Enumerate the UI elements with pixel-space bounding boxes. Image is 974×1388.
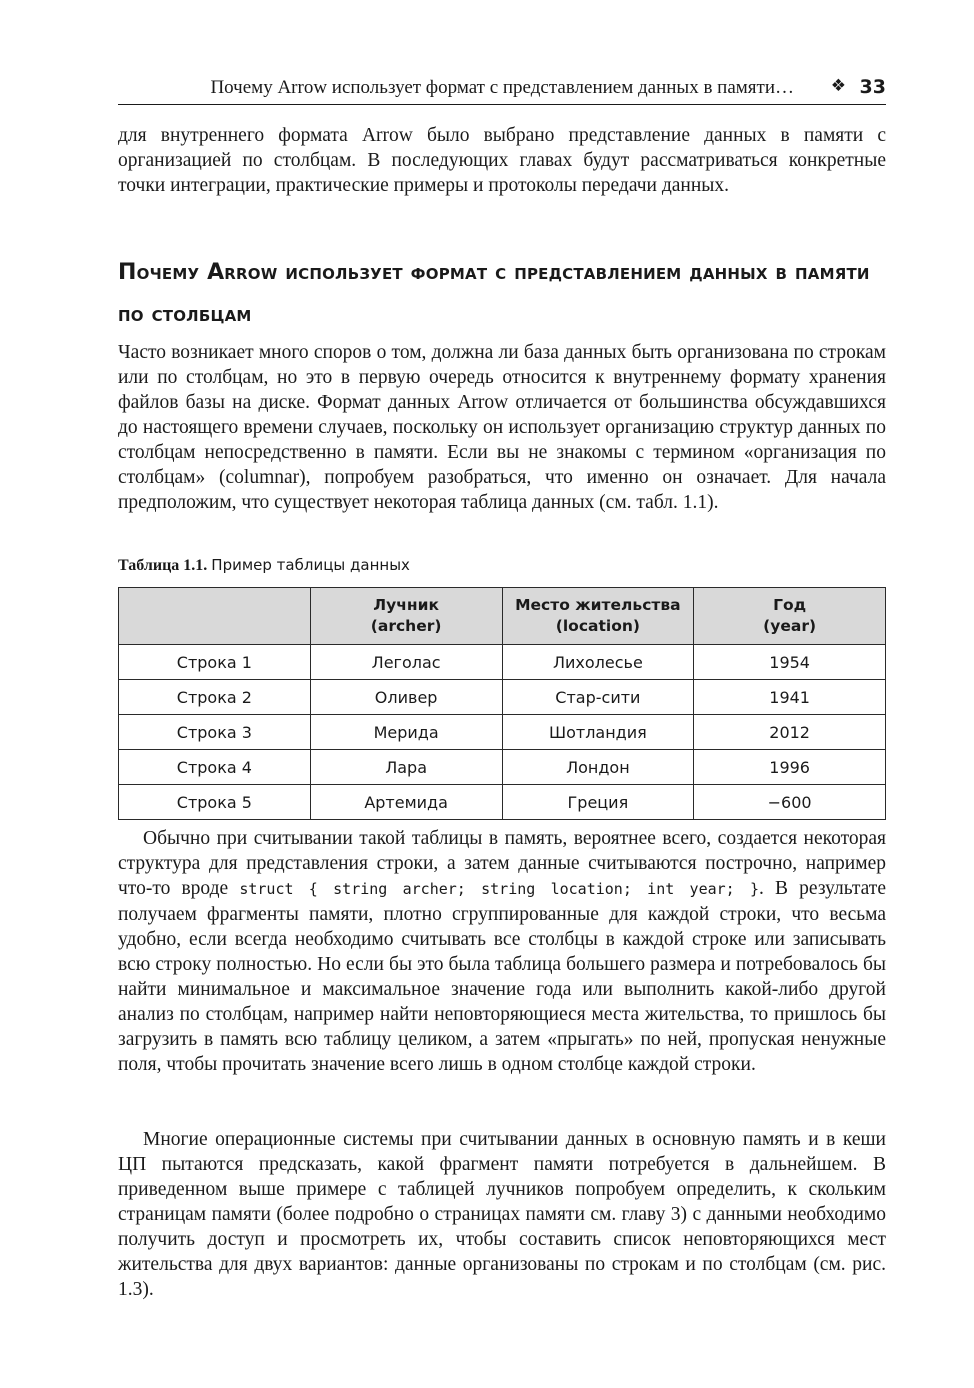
example-data-table (118, 587, 886, 820)
table-row (119, 750, 886, 785)
table-row (119, 645, 886, 680)
table-caption-text: Пример таблицы данных (211, 556, 410, 574)
table-cell: 1996 (694, 750, 886, 785)
header-cell-location: Место жительства (location) (502, 588, 694, 645)
table-header-row (119, 588, 886, 645)
table-cell: 1941 (694, 680, 886, 715)
intro-paragraph: для внутреннего формата Arrow было выбрано представление данных в памяти с организацией по столбцам. В последующих главах будут рассматриваться конкретные точки интеграции, практические примеры и протоколы передачи данных. (118, 125, 886, 196)
table-cell: Мерида (310, 715, 502, 750)
table-cell: Строка 1 (119, 645, 311, 680)
body-paragraph-3: Многие операционные системы при считывании данных в основную память и в кеши ЦП пытаются предсказать, какой фрагмент памяти потребуется в дальнейшем. В приведенном выше примере с таблицей лучников попробуем определить, к скольким страницам памяти (более подробно о страницах памяти см. главу 3) с данными необходимо получить доступ и просмотреть их, чтобы составить список неповторяющихся мест жительства для двух вариантов: данные организованы по строкам и по столбцам (см. рис. 1.3). (118, 1129, 886, 1300)
table-cell: Лихолесье (502, 645, 694, 680)
table-cell: −600 (694, 785, 886, 820)
table-cell: 1954 (694, 645, 886, 680)
table-caption-label: Таблица 1.1. (118, 557, 208, 574)
table-caption (118, 556, 886, 575)
table-row (119, 680, 886, 715)
table-cell: Стар-сити (502, 680, 694, 715)
running-header (118, 74, 886, 105)
table-cell: Артемида (310, 785, 502, 820)
header-cell-archer: Лучник (archer) (310, 588, 502, 645)
table-row (119, 715, 886, 750)
table-cell: Оливер (310, 680, 502, 715)
table-cell: Лондон (502, 750, 694, 785)
header-cell-year: Год (year) (694, 588, 886, 645)
running-header-title: Почему Arrow использует формат с представлением данных в памяти… (210, 77, 794, 98)
paragraph-2-text-end: . В результате получаем фрагменты памяти, плотно сгруппированные для каждой строки, что весьма удобно, если всегда необходимо считывать все столбцы в каждой строке или записывать всю строку полностью. Но если бы это была таблица большего размера и потребовалось бы найти минимальное и максимальное значение года или выполнить какой-либо другой анализ по столбцам, например найти неповторяющиеся места жительства, то пришлось бы загрузить в память всю таблицу целиком, а затем «прыгать» по ней, пропуская ненужные поля, чтобы прочитать значение всего лишь в одном столбце каждой строки. (118, 878, 886, 1075)
ornament-icon: ❖ (830, 76, 846, 96)
body-paragraph-2 (118, 826, 886, 1077)
header-cell-empty (119, 588, 311, 645)
table-cell: Строка 5 (119, 785, 311, 820)
table-cell: Строка 4 (119, 750, 311, 785)
paragraph-2-text-start: Обычно при считывании такой таблицы в память, вероятнее всего, создается некоторая структура для представления строки, а затем данные считываются построчно, например что-то вроде (118, 828, 886, 899)
table-row (119, 785, 886, 820)
table-cell: Лара (310, 750, 502, 785)
struct-code-snippet: struct { string archer; string location; int year; } (239, 880, 760, 898)
page-number: 33 (859, 76, 886, 98)
table-cell: 2012 (694, 715, 886, 750)
table-cell: Строка 3 (119, 715, 311, 750)
table-cell: Строка 2 (119, 680, 311, 715)
section-paragraph-1: Часто возникает много споров о том, должна ли база данных быть организована по строкам или по столбцам, но это в первую очередь относится к внутреннему формату хранения файлов базы на диске. Формат данных Arrow отличается от большинства обсуждавшихся до настоящего времени случаев, поскольку он использует организацию структур данных по столбцам непосредственно в памяти. Если вы не знакомы с термином «организация по столбцам» (columnar), попробуем разобраться, что именно он означает. Для начала предположим, что существует некоторая таблица данных (см. табл. 1.1). (118, 342, 886, 513)
table-cell: Греция (502, 785, 694, 820)
table-cell: Шотландия (502, 715, 694, 750)
table-cell: Леголас (310, 645, 502, 680)
section-heading: Почему Arrow использует формат с представлением данных в памяти по столбцам (118, 260, 870, 327)
